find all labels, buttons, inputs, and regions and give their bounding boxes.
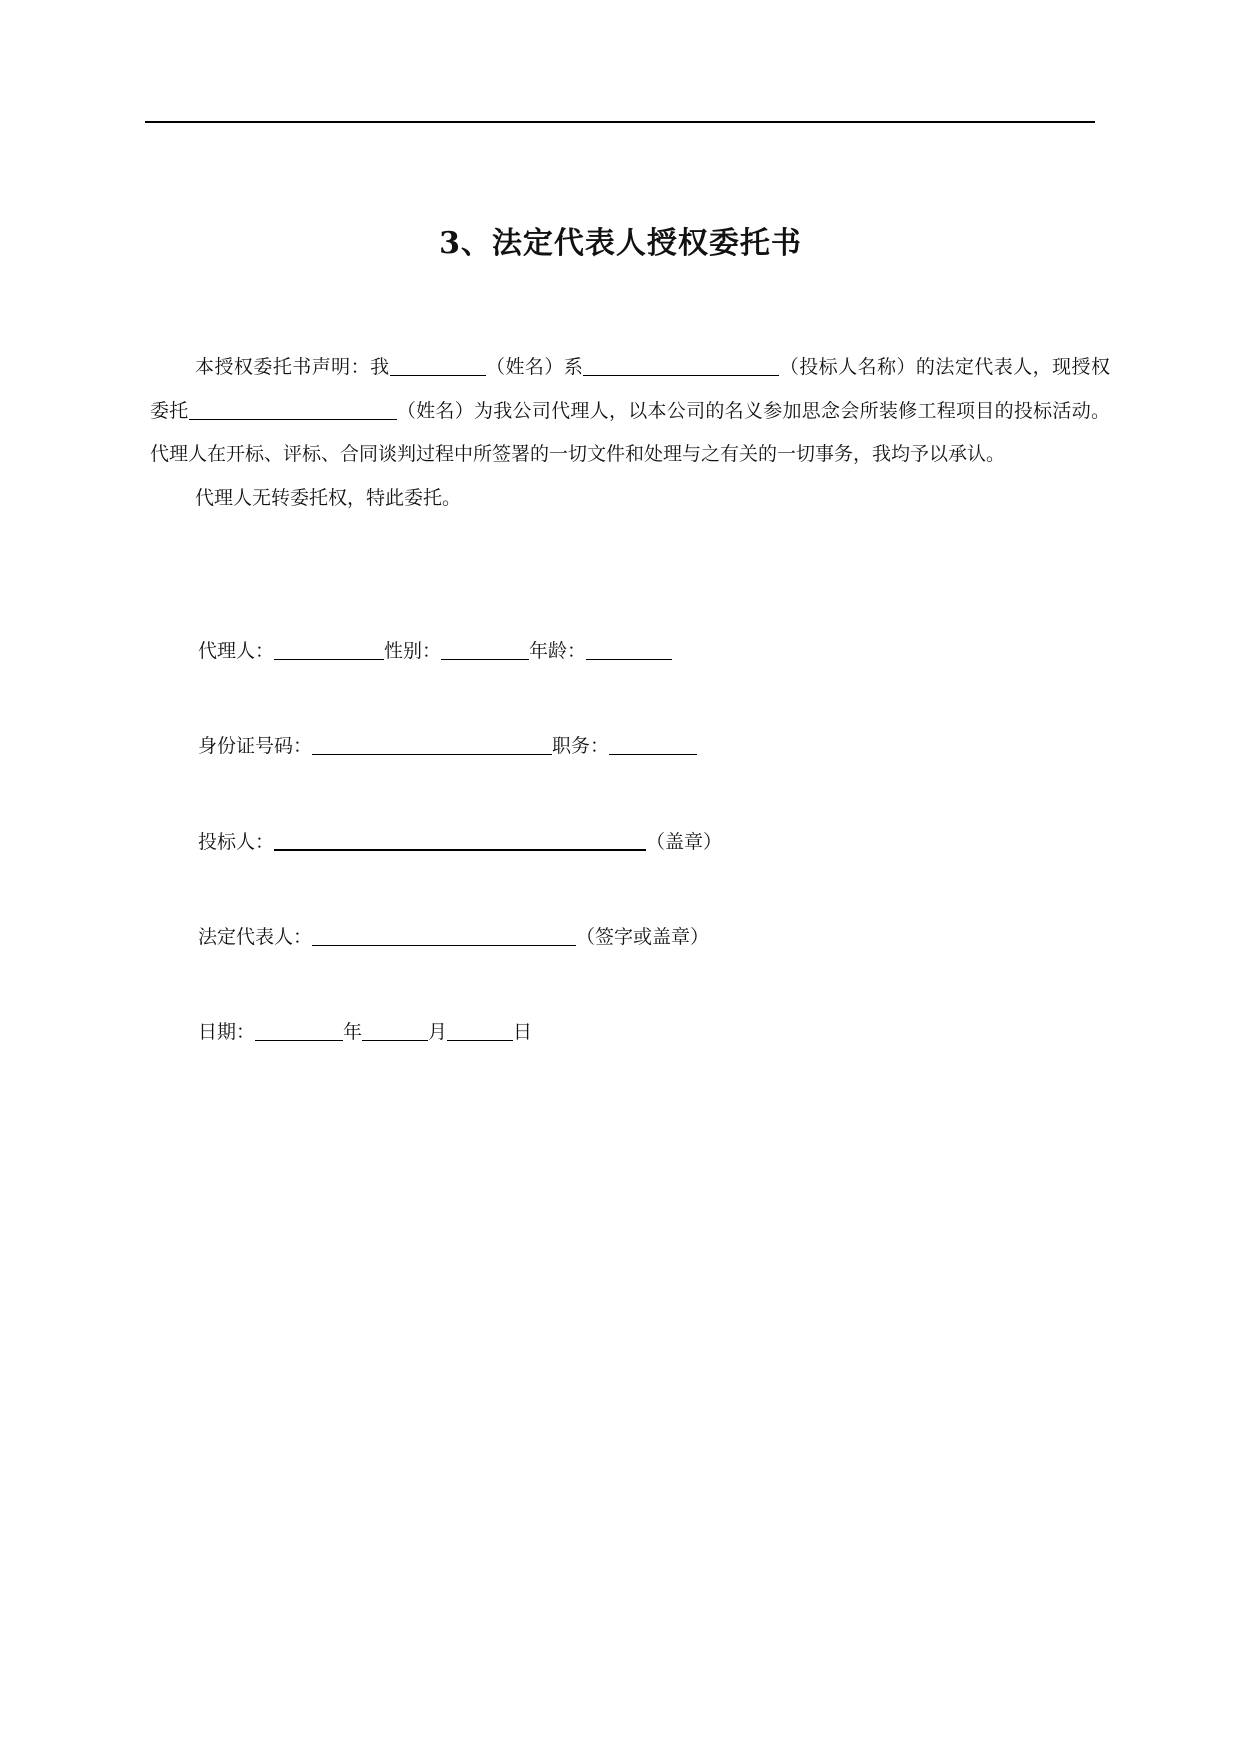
position-label: 职务： bbox=[552, 735, 610, 757]
paragraph-text: （投标人名称）的法定代表人，现授权委托 bbox=[150, 356, 1110, 422]
year-blank[interactable] bbox=[255, 1020, 343, 1041]
year-label: 年 bbox=[343, 1021, 363, 1043]
day-blank[interactable] bbox=[447, 1020, 513, 1041]
position-blank[interactable] bbox=[609, 734, 697, 755]
signature-seal-note: （签字或盖章） bbox=[576, 926, 710, 948]
principal-name-blank[interactable] bbox=[390, 355, 486, 376]
age-blank[interactable] bbox=[586, 639, 672, 660]
day-label: 日 bbox=[513, 1021, 533, 1043]
agent-label: 代理人： bbox=[198, 640, 275, 662]
header-rule bbox=[145, 121, 1095, 123]
bidder-blank[interactable] bbox=[274, 829, 646, 851]
id-number-blank[interactable] bbox=[312, 734, 552, 755]
authorization-paragraph bbox=[150, 346, 1110, 477]
age-label: 年龄： bbox=[529, 640, 587, 662]
agent-info-line bbox=[198, 636, 672, 666]
id-info-line bbox=[198, 731, 697, 761]
agent-blank[interactable] bbox=[274, 639, 384, 660]
bidder-line bbox=[198, 826, 722, 857]
legal-representative-line bbox=[198, 922, 709, 952]
date-line bbox=[198, 1017, 532, 1047]
document-title: 3、法定代表人授权委托书 bbox=[439, 226, 802, 261]
paragraph-text: （姓名）为我公司代理人，以本公司的名义参加思念会所装修工程项目的投标活动。代理人在开标、评标、合同谈判过程中所签署的一切文件和处理与之有关的一切事务，我均予以承认。 bbox=[150, 399, 1110, 465]
month-blank[interactable] bbox=[362, 1020, 428, 1041]
document-body bbox=[150, 346, 1110, 520]
bidder-seal-note: （盖章） bbox=[646, 831, 723, 853]
gender-blank[interactable] bbox=[441, 639, 529, 660]
legal-representative-label: 法定代表人： bbox=[198, 926, 313, 948]
agent-name-blank[interactable] bbox=[189, 399, 397, 420]
bidder-name-blank[interactable] bbox=[583, 355, 779, 376]
paragraph-text: 本授权委托书声明：我 bbox=[195, 356, 390, 378]
bidder-label: 投标人： bbox=[198, 831, 275, 853]
legal-representative-blank[interactable] bbox=[312, 925, 576, 946]
gender-label: 性别： bbox=[384, 640, 442, 662]
id-number-label: 身份证号码： bbox=[198, 735, 313, 757]
paragraph-text: （姓名）系 bbox=[485, 356, 584, 378]
month-label: 月 bbox=[428, 1021, 448, 1043]
no-subdelegation-paragraph: 代理人无转委托权，特此委托。 bbox=[195, 486, 462, 509]
date-label: 日期： bbox=[198, 1021, 256, 1043]
